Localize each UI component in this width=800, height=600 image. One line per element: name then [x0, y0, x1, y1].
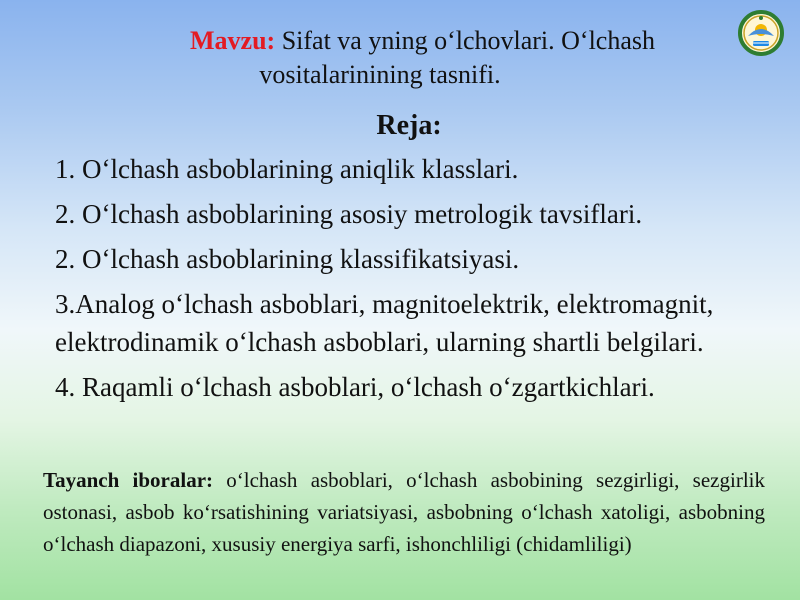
- plan-heading: Reja:: [376, 110, 442, 141]
- topic-text-line-2: vositalarinining tasnifi.: [259, 60, 501, 89]
- topic-label: Mavzu:: [190, 26, 276, 55]
- topic-text-line-1: Sifat va yning o‘lchovlari. O‘lchash: [275, 26, 655, 55]
- keywords-text: o‘lchash asboblari, o‘lchash asbobining sezgirligi, sezgirlik ostonasi, asbob ko‘rsatishining variatsiyasi, asbobning o‘lchash xatoligi, asbobning o‘lchash diapazoni, xususiy energiya sarfi, ishonchliligi (chidamliligi): [43, 468, 765, 556]
- plan-item-1: 1. O‘lchash asboblarining aniqlik klasslari.: [55, 154, 519, 184]
- title-line-1: [0, 24, 800, 58]
- plan-item-2: 2. O‘lchash asboblarining asosiy metrologik tavsiflari.: [55, 199, 643, 229]
- keywords-paragraph: [43, 464, 765, 560]
- plan-list: [55, 150, 795, 413]
- plan-item-5: 4. Raqamli o‘lchash asboblari, o‘lchash o‘zgartkichlari.: [55, 372, 655, 402]
- keywords-label: Tayanch iboralar:: [43, 468, 214, 492]
- plan-item-4: 3.Analog o‘lchash asboblari, magnitoelektrik, elektromagnit, elektrodinamik o‘lchash asboblari, ularning shartli belgilari.: [55, 289, 714, 357]
- slide-title: [0, 24, 800, 92]
- plan-item-3: 2. O‘lchash asboblarining klassifikatsiyasi.: [55, 244, 520, 274]
